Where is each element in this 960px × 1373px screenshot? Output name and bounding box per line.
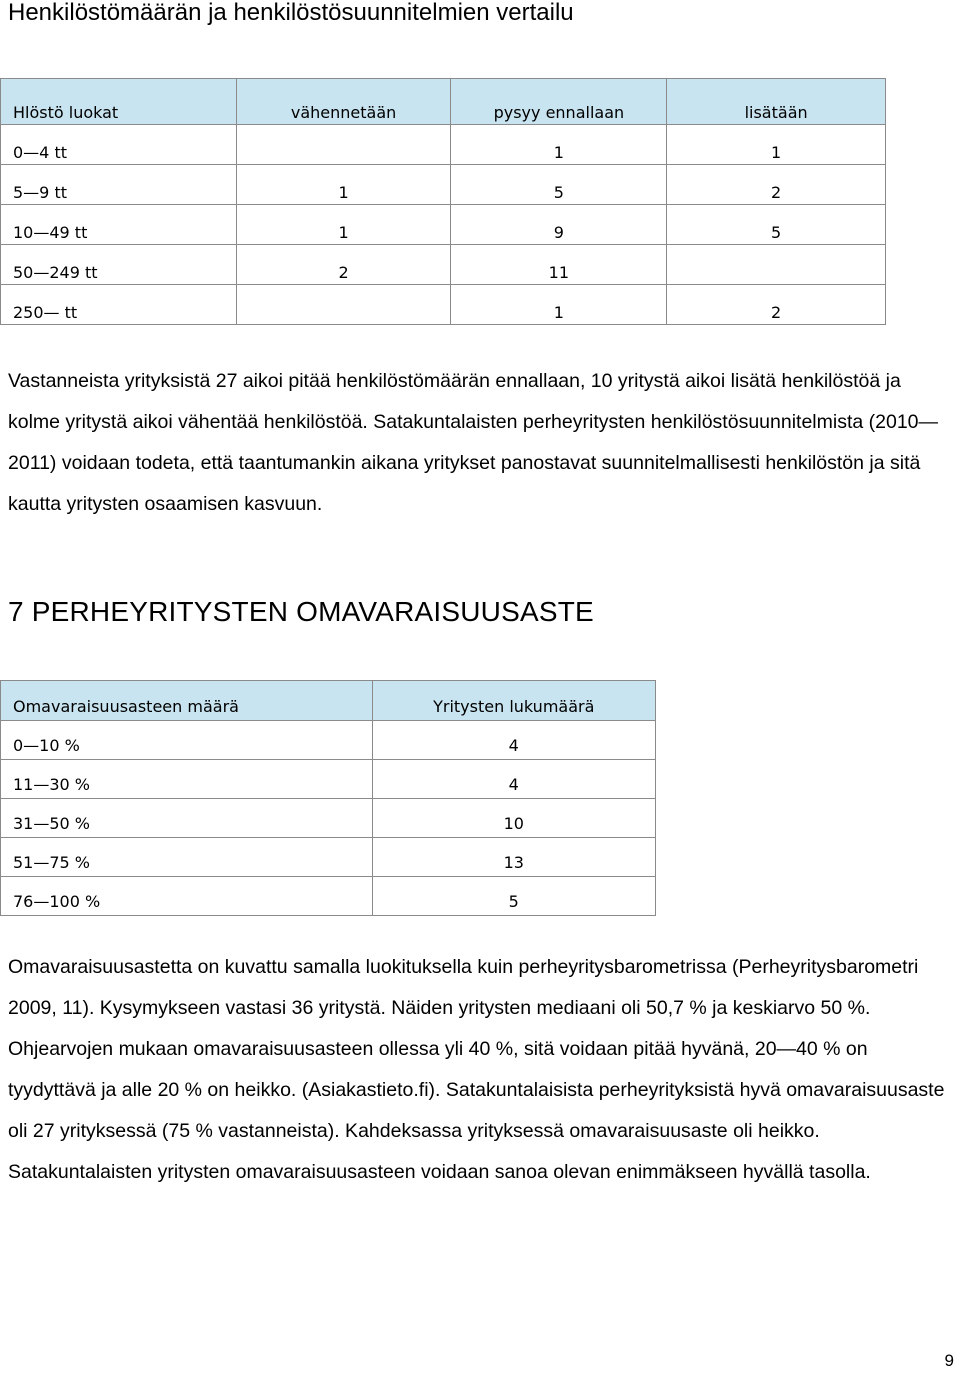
- table-cell: 2: [236, 245, 451, 285]
- column-header: Hlöstö luokat: [1, 79, 237, 125]
- table-cell: 0—4 tt: [1, 125, 237, 165]
- table-row: [1, 245, 886, 285]
- table-cell: 250— tt: [1, 285, 237, 325]
- chapter-heading: 7 PERHEYRITYSTEN OMAVARAISUUSASTE: [8, 596, 594, 627]
- table-cell: 5: [372, 877, 656, 916]
- column-header: Yritysten lukumäärä: [372, 681, 656, 721]
- table-cell: 4: [372, 721, 656, 760]
- table-row: [1, 799, 656, 838]
- table-cell: 10—49 tt: [1, 205, 237, 245]
- column-header: Omavaraisuusasteen määrä: [1, 681, 373, 721]
- body-paragraph: Vastanneista yrityksistä 27 aikoi pitää henkilöstömäärän ennallaan, 10 yritystä aikoi lisätä henkilöstöä ja kolme yritystä aikoi vähentää henkilöstöä. Satakuntalaisten perheyritysten henkilöstösuunnitelmista (2010—2011) voidaan todeta, että taantumankin aikana yritykset panostavat suunnitelmallisesti henkilöstön ja sitä kautta yritysten osaamisen kasvuun.: [8, 370, 939, 515]
- equity-ratio-table: [0, 680, 656, 916]
- staff-comparison-table: [0, 78, 886, 325]
- table-row: [1, 125, 886, 165]
- table-cell: 51—75 %: [1, 838, 373, 877]
- table-row: [1, 165, 886, 205]
- table-cell: 1: [451, 285, 667, 325]
- table-cell: 1: [236, 165, 451, 205]
- table-cell: 5: [667, 205, 886, 245]
- table-cell: [236, 125, 451, 165]
- table-header-row: [1, 681, 656, 721]
- table-cell: [667, 245, 886, 285]
- table-cell: 5—9 tt: [1, 165, 237, 205]
- table-row: [1, 760, 656, 799]
- table-row: [1, 838, 656, 877]
- page-number: 9: [944, 1351, 954, 1370]
- table-cell: 0—10 %: [1, 721, 373, 760]
- table-cell: 11—30 %: [1, 760, 373, 799]
- table-cell: 4: [372, 760, 656, 799]
- table-row: [1, 285, 886, 325]
- table-cell: 2: [667, 285, 886, 325]
- section-heading: Henkilöstömäärän ja henkilöstösuunnitelmien vertailu: [8, 0, 574, 26]
- table-cell: 31—50 %: [1, 799, 373, 838]
- table-cell: 10: [372, 799, 656, 838]
- table-cell: [236, 285, 451, 325]
- table-cell: 11: [451, 245, 667, 285]
- table-row: [1, 721, 656, 760]
- table-cell: 1: [667, 125, 886, 165]
- table-cell: 9: [451, 205, 667, 245]
- column-header: lisätään: [667, 79, 886, 125]
- table-cell: 1: [451, 125, 667, 165]
- table-cell: 13: [372, 838, 656, 877]
- table-row: [1, 877, 656, 916]
- body-paragraph: Omavaraisuusastetta on kuvattu samalla luokituksella kuin perheyritysbarometrissa (Perheyritysbarometri 2009, 11). Kysymykseen vastasi 36 yritystä. Näiden yritysten mediaani oli 50,7 % ja keskiarvo 50 %. Ohjearvojen mukaan omavaraisuusasteen ollessa yli 40 %, sitä voidaan pitää hyvänä, 20—40 % on tyydyttävä ja alle 20 % on heikko. (Asiakastieto.fi). Satakuntalaisista perheyrityksistä hyvä omavaraisuusaste oli 27 yrityksessä (75 % vastanneista). Kahdeksassa yrityksessä omavaraisuusaste oli heikko. Satakuntalaisten yritysten omavaraisuusasteen voidaan sanoa olevan enimmäkseen hyvällä tasolla.: [8, 956, 945, 1183]
- table-cell: 76—100 %: [1, 877, 373, 916]
- column-header: pysyy ennallaan: [451, 79, 667, 125]
- table-cell: 2: [667, 165, 886, 205]
- column-header: vähennetään: [236, 79, 451, 125]
- table-cell: 5: [451, 165, 667, 205]
- table-header-row: [1, 79, 886, 125]
- table-cell: 1: [236, 205, 451, 245]
- table-cell: 50—249 tt: [1, 245, 237, 285]
- table-row: [1, 205, 886, 245]
